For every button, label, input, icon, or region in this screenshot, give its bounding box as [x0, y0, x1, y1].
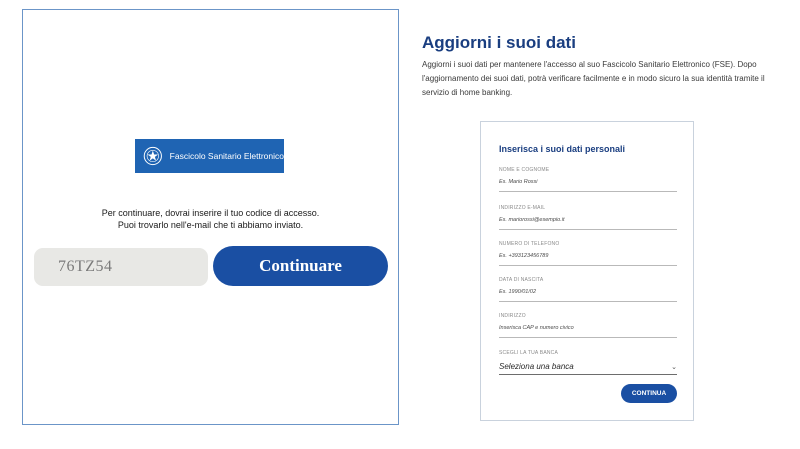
birth-date-input[interactable]: Es. 1990/01/02: [499, 289, 677, 302]
intro-paragraph: Aggiorni i suoi dati per mantenere l'accesso al suo Fascicolo Sanitario Elettronico (FSE). Dopo l'aggiornamento dei suoi dati, potrà verificare facilmente e in modo sicuro la sua identità tramite il servizio di home banking.: [422, 60, 765, 97]
email-input[interactable]: Es. mariorossi@esempio.it: [499, 217, 677, 230]
instruction-line-2: Puoi trovarlo nell'e-mail che ti abbiamo inviato.: [117, 219, 304, 230]
bank-select-field: [499, 350, 677, 375]
full-name-label: NOME E COGNOME: [499, 167, 550, 173]
full-name-field: [499, 167, 677, 192]
phone-input[interactable]: Es. +393123456789: [499, 253, 677, 266]
personal-data-form: [480, 121, 694, 421]
access-code-input[interactable]: 76TZ54: [34, 248, 208, 286]
full-name-input[interactable]: Es. Mario Rossi: [499, 179, 677, 192]
form-title: Inserisca i suoi dati personali: [499, 144, 626, 154]
continue-button[interactable]: Continuare: [213, 246, 388, 286]
instruction-line-1: Per continuare, dovrai inserire il tuo codice di accesso.: [101, 208, 320, 218]
phone-field: [499, 241, 677, 266]
form-continue-button[interactable]: CONTINUA: [621, 384, 677, 403]
bank-label: SCEGLI LA TUA BANCA: [499, 350, 559, 356]
phone-label: NUMERO DI TELEFONO: [499, 241, 560, 247]
access-instructions: [23, 208, 398, 231]
chevron-down-icon: ⌄: [671, 363, 677, 371]
page-title: Aggiorni i suoi dati: [422, 33, 576, 52]
email-label: INDIRIZZO E-MAIL: [499, 205, 546, 211]
address-input[interactable]: Inserisca CAP e numero civico: [499, 325, 677, 338]
logo-text: Fascicolo Sanitario Elettronico: [169, 151, 284, 161]
email-field: [499, 205, 677, 230]
address-field: [499, 313, 677, 338]
bank-select-value: Seleziona una banca: [499, 362, 574, 371]
birth-date-label: DATA DI NASCITA: [499, 277, 544, 283]
bank-select[interactable]: [499, 361, 677, 375]
access-code-panel: [22, 9, 399, 425]
address-label: INDIRIZZO: [499, 313, 526, 319]
fse-logo-banner: [135, 139, 284, 173]
italian-republic-emblem-icon: [143, 145, 163, 167]
birth-date-field: [499, 277, 677, 302]
